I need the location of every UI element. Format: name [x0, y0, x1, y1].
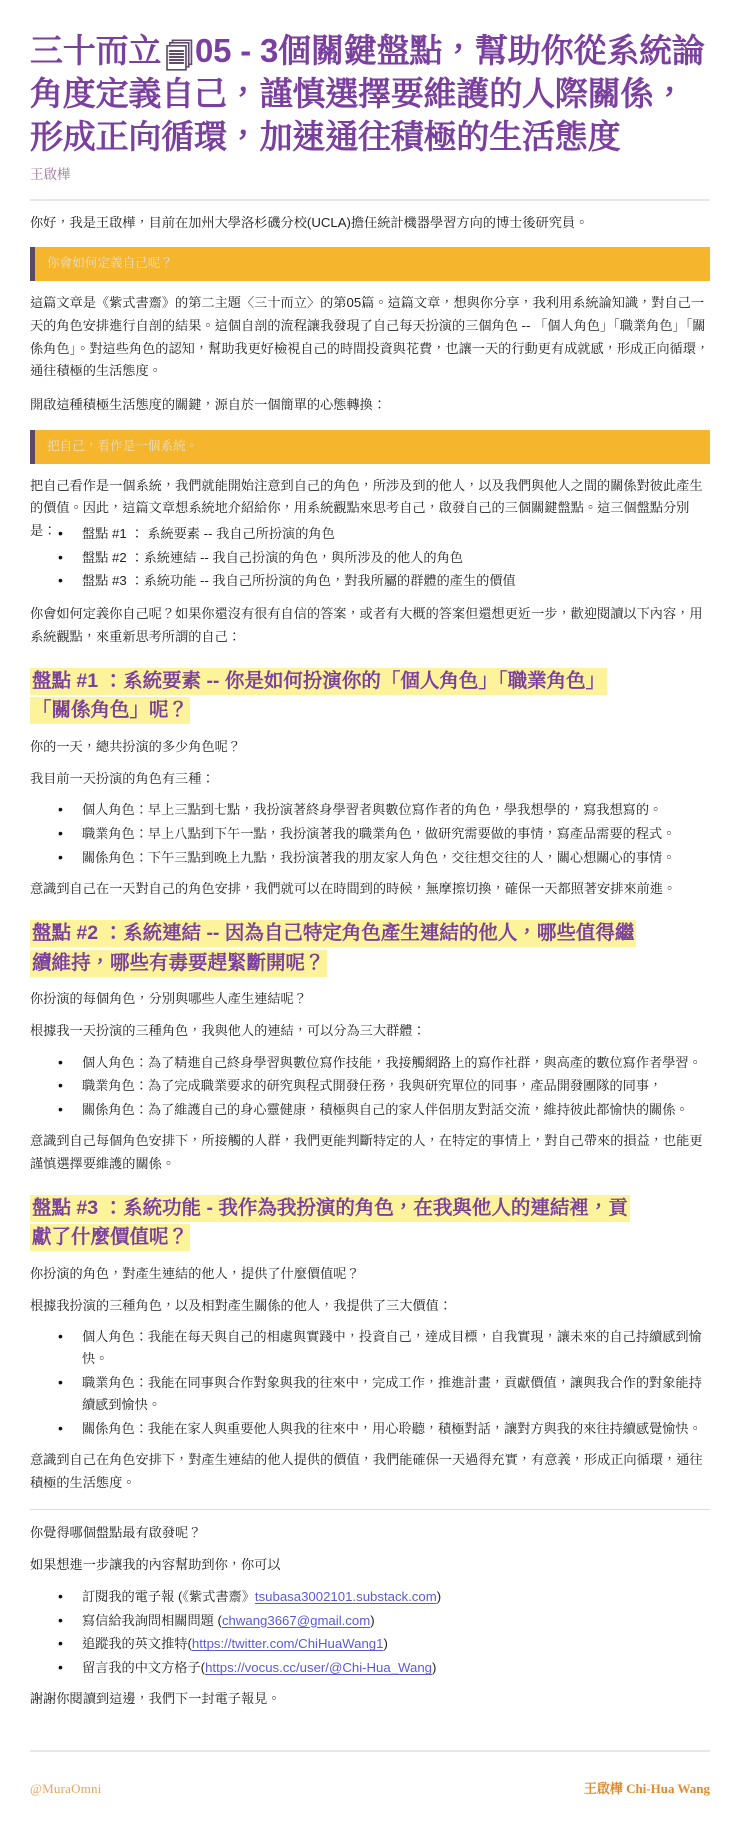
title-text-part2: 05 - 3個關鍵盤點，幫助你從系統論角度定義自己，謹慎選擇要維護的人際關係，形成正向循環，加速通往積極的生活態度 [30, 32, 705, 155]
link-prefix: 追蹤我的英文推特( [82, 1636, 192, 1652]
section3-closing: 意識到自己在角色安排下，對產生連結的他人提供的價值，我們能確保一天過得充實，有意義，形成正向循環，通往積極的生活態度。 [30, 1451, 703, 1490]
list-item: • 關係角色：我能在家人與重要他人與我的往來中，用心聆聽，積極對話，讓對方與我的來往持續感覺愉快。 [82, 1418, 710, 1440]
section2-question: 你扮演的每個角色，分別與哪些人產生連結呢？ [30, 991, 307, 1007]
list-item: • 盤點 #1 ： 系統要素 -- 我自己所扮演的角色 [82, 523, 710, 545]
link-prefix: 留言我的中文方格子( [82, 1660, 206, 1676]
intro-greeting: 你好，我是王啟樺，目前在加州大學洛杉磯分校(UCLA)擔任統計機器學習方向的博士後研究員。 [30, 214, 589, 230]
section1-question: 你的一天，總共扮演的多少角色呢？ [30, 739, 241, 755]
footer-handle: @MuraOmni [30, 1780, 102, 1796]
heading-checkpoint-3-line2: 獻了什麼價值呢？ [30, 1224, 190, 1251]
email-link[interactable]: chwang3667@gmail.com [221, 1612, 371, 1628]
link-suffix: ) [432, 1660, 437, 1676]
link-prefix: 訂閱我的電子報 (《紫式書齋》 [82, 1588, 255, 1604]
heading-checkpoint-2-line1: 盤點 #2 ：系統連結 -- 因為自己特定角色產生連結的他人，哪些值得繼 [30, 920, 636, 947]
heading-checkpoint-1 [30, 667, 710, 726]
list-item: • 職業角色：我能在同事與合作對象與我的往來中，完成工作，推進計畫，貢獻價值，讓與我合作的對象能持續感到愉快。 [82, 1372, 710, 1416]
heading-checkpoint-2 [30, 919, 710, 978]
page-footer [0, 1752, 740, 1827]
list-item-newsletter [82, 1586, 710, 1608]
system-overview-closing: 你會如何定義你自己呢？如果你還沒有很有自信的答案，或者有大概的答案但還想更近一步，歡迎閱讀以下內容，用系統觀點，來重新思考所謂的自己： [30, 606, 703, 645]
list-item-email [82, 1610, 710, 1632]
outro-question: 你覺得哪個盤點最有啟發呢？ [30, 1525, 202, 1541]
heading-checkpoint-3-line1: 盤點 #3 ：系統功能 - 我作為我扮演的角色，在我與他人的連結裡，貢 [30, 1195, 630, 1222]
page-title [30, 30, 710, 159]
section1-closing: 意識到自己在一天對自己的角色安排，我們就可以在時間到的時候，無摩擦切換，確保一天都照著安排來前進。 [30, 881, 677, 897]
newsletter-link[interactable]: tsubasa3002101.substack.com [254, 1588, 437, 1604]
system-overview-paragraph: 把自己看作是一個系統，我們就能開始注意到自己的角色，所涉及到的他人，以及我們與他人之間的關係對彼此產生的價值。因此，這篇文章想系統地介紹給你，用系統觀點來思考自己，啟發自己的三個關鍵盤點。這三個盤點分別是： [30, 477, 703, 538]
section-intro-paragraph-2: 開啟這種積極生活態度的關鍵，源自於一個簡單的心態轉換： [30, 396, 387, 412]
section2-lead: 根據我一天扮演的三種角色，我與他人的連結，可以分為三大群體： [30, 1022, 426, 1038]
list-item-vocus [82, 1657, 710, 1679]
list-item: • 盤點 #2 ：系統連結 -- 我自己扮演的角色，與所涉及的他人的角色 [82, 547, 710, 569]
page-facing-up-icon: 🗐 [165, 41, 193, 72]
list-item: • 個人角色：為了精進自己終身學習與數位寫作技能，我接觸網路上的寫作社群，與高產的數位寫作者學習。 [82, 1052, 710, 1074]
callout-statement-2: 把自己，看作是一個系統。 [30, 430, 710, 464]
twitter-link[interactable]: https://twitter.com/ChiHuaWang1 [191, 1636, 384, 1652]
section1-list [30, 799, 710, 869]
link-suffix: ) [436, 1588, 442, 1604]
section2-closing: 意識到自己每個角色安排下，所接觸的人群，我們更能判斷特定的人，在特定的事情上，對自己帶來的損益，也能更謹慎選擇要維護的關係。 [30, 1133, 703, 1171]
list-item: • 職業角色：為了完成職業要求的研究與程式開發任務，我與研究單位的同事，產品開發團隊的同事， [82, 1075, 710, 1097]
title-text-part1: 三十而立 [30, 32, 162, 69]
list-item: • 關係角色：下午三點到晚上九點，我扮演著我的朋友家人角色，交往想交往的人，關心想關心的事情。 [82, 847, 710, 869]
list-item-twitter [82, 1633, 710, 1655]
list-item: • 關係角色：為了維護自己的身心靈健康，積極與自己的家人伴侶朋友對話交流，維持彼此都愉快的關係。 [82, 1099, 710, 1121]
title-divider [30, 199, 710, 201]
section3-lead: 根據我扮演的三種角色，以及相對產生關係的他人，我提供了三大價值： [30, 1297, 452, 1313]
footer-author: 王啟樺 Chi-Hua Wang [583, 1780, 710, 1796]
title-block [0, 0, 740, 201]
system-overview-list [30, 523, 710, 593]
section3-question: 你扮演的角色，對產生連結的他人，提供了什麼價值呢？ [30, 1265, 360, 1281]
document-body [0, 212, 740, 1730]
outro-thanks: 謝謝你閱讀到這邊，我們下一封電子報見。 [30, 1691, 281, 1707]
link-prefix: 寫信給我詢問相關問題 ( [82, 1612, 222, 1628]
link-suffix: ) [383, 1636, 388, 1652]
list-item: • 盤點 #3 ：系統功能 -- 我自己所扮演的角色，對我所屬的群體的產生的價值 [82, 570, 710, 592]
section3-list [30, 1326, 710, 1440]
link-suffix: ) [370, 1612, 375, 1628]
heading-checkpoint-1-line2: 「關係角色」呢？ [30, 697, 190, 724]
heading-checkpoint-3 [30, 1194, 710, 1253]
section1-lead: 我目前一天扮演的角色有三種： [30, 770, 215, 786]
outro-lead: 如果想進一步讓我的內容幫助到你，你可以 [30, 1556, 281, 1572]
section-divider [30, 1509, 710, 1510]
callout-question-1: 你會如何定義自己呢？ [30, 247, 710, 281]
vocus-link[interactable]: https://vocus.cc/user/@Chi-Hua_Wang [205, 1660, 433, 1676]
list-item: • 職業角色：早上八點到下午一點，我扮演著我的職業角色，做研究需要做的事情，寫產品需要的程式。 [82, 823, 710, 845]
list-item: • 個人角色：我能在每天與自己的相處與實踐中，投資自己，達成目標，自我實現，讓未來的自己持續感到愉快。 [82, 1326, 710, 1370]
outro-links-list [30, 1586, 710, 1680]
author-byline: 王啟樺 [30, 166, 71, 182]
section-intro-paragraph-1: 這篇文章是《紫式書齋》的第二主題〈三十而立〉的第05篇。這篇文章，想與你分享，我利用系統論知識，對自己一天的角色安排進行自剖的結果。這個自剖的流程讓我發現了自己每天扮演的三個角色 -- 「個人角色」「職業角色」「關係角色」。對這些角色的認知，幫助我更好檢視自己的時間投資與花費，也讓一天的行動更有成就感，形成正向循環，通往積極的生活態度。 [30, 295, 710, 379]
heading-checkpoint-1-line1: 盤點 #1 ：系統要素 -- 你是如何扮演你的「個人角色」「職業角色」 [30, 668, 607, 695]
list-item: • 個人角色：早上三點到七點，我扮演著終身學習者與數位寫作者的角色，學我想學的，寫我想寫的。 [82, 799, 710, 821]
heading-checkpoint-2-line2: 續維持，哪些有毒要趕緊斷開呢？ [30, 950, 327, 977]
system-overview-block [30, 475, 710, 593]
section2-list [30, 1052, 710, 1122]
